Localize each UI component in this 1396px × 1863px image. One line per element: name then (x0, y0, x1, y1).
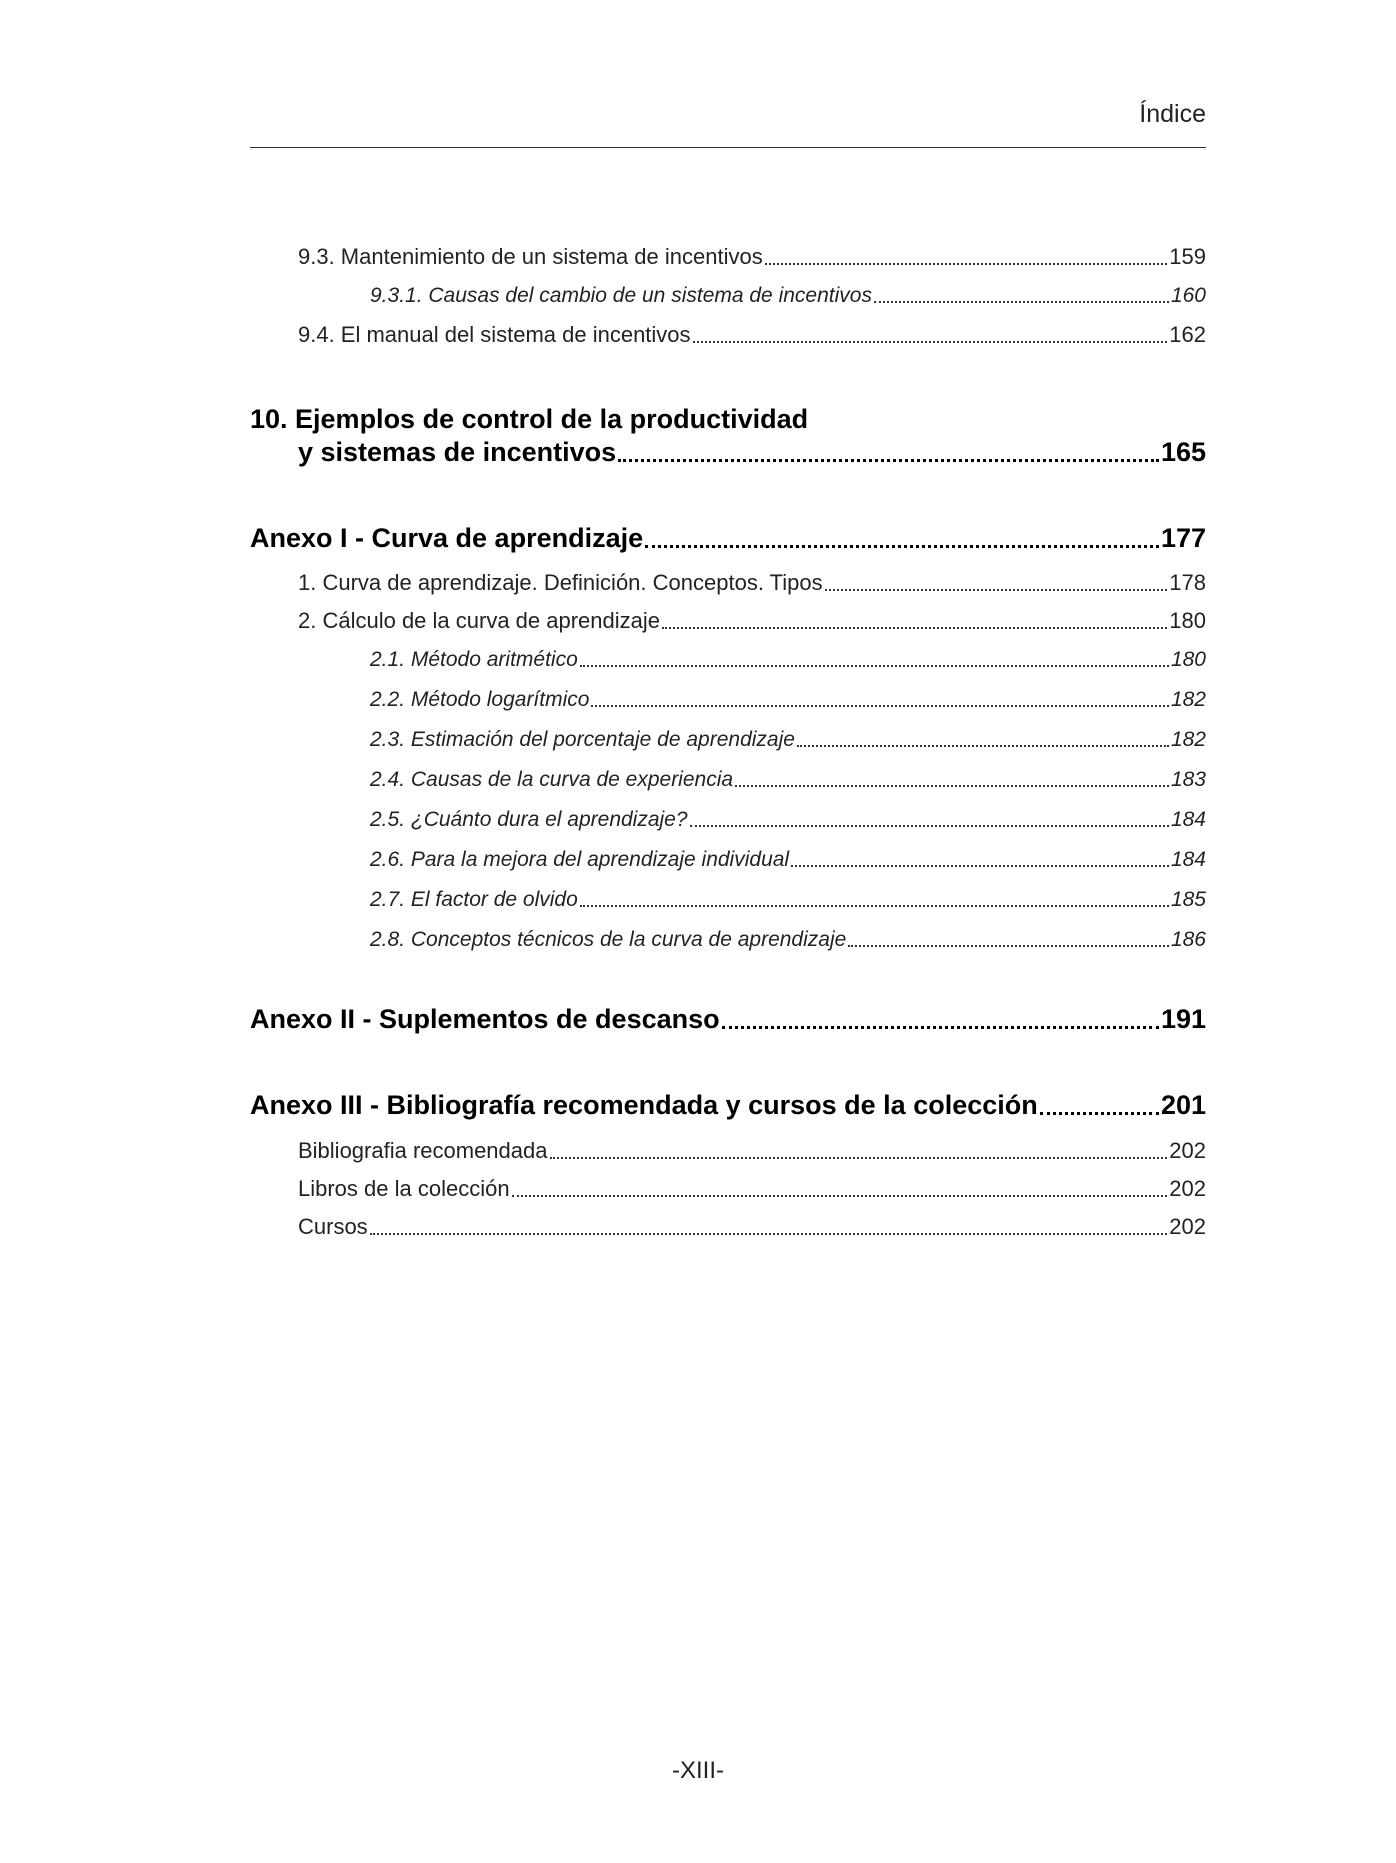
toc-entry-label: 2.1. Método aritmético (370, 648, 578, 671)
dot-leader (591, 705, 1169, 707)
toc-entry-page: 159 (1169, 244, 1206, 269)
toc-entry-9-3-1[interactable] (370, 284, 1206, 308)
dot-leader (512, 1195, 1168, 1197)
toc-entry-anexo1-2-2[interactable] (370, 688, 1206, 712)
dot-leader (580, 905, 1169, 907)
toc-entry-label: Anexo II - Suplementos de descanso (250, 1004, 720, 1034)
toc-entry-page: 185 (1170, 888, 1206, 911)
dot-leader (645, 545, 1159, 548)
toc-entry-label: Cursos (298, 1214, 368, 1239)
toc-entry-label: 2.6. Para la mejora del aprendizaje individual (370, 848, 790, 871)
toc-entry-label: 2.2. Método logarítmico (370, 688, 590, 711)
dot-leader (765, 263, 1168, 265)
chapter-title-line1: 10. Ejemplos de control de la productividad (250, 404, 809, 434)
toc-entry-anexo1-2[interactable] (298, 608, 1206, 634)
toc-entry-page: 201 (1160, 1090, 1206, 1120)
toc-entry-page: 180 (1170, 648, 1206, 671)
toc-entry-label: y sistemas de incentivos (298, 437, 617, 467)
toc-entry-anexo1-2-5[interactable] (370, 808, 1206, 832)
toc-anexo-1[interactable] (250, 523, 1206, 554)
dot-leader (690, 825, 1169, 827)
toc-entry-page: 180 (1169, 608, 1206, 633)
toc-entry-anexo1-2-8[interactable] (370, 928, 1206, 952)
running-header: Índice (1139, 100, 1206, 128)
dot-leader (693, 341, 1168, 343)
dot-leader (735, 785, 1169, 787)
dot-leader (874, 301, 1169, 303)
toc-entry-anexo1-2-7[interactable] (370, 888, 1206, 912)
toc-entry-anexo1-2-3[interactable] (370, 728, 1206, 752)
toc-entry-page: 165 (1160, 437, 1206, 467)
toc-entry-label: Anexo III - Bibliografía recomendada y cursos de la colección (250, 1090, 1038, 1120)
toc-entry-9-3[interactable] (298, 244, 1206, 270)
toc-entry-page: 191 (1160, 1004, 1206, 1034)
toc-entry-9-4[interactable] (298, 322, 1206, 348)
toc-entry-page: 183 (1170, 768, 1206, 791)
toc-entry-page: 182 (1170, 728, 1206, 751)
toc-entry-page: 184 (1170, 808, 1206, 831)
dot-leader (797, 745, 1169, 747)
toc-entry-label: 2.7. El factor de olvido (370, 888, 578, 911)
toc-entry-label: 9.3.1. Causas del cambio de un sistema de incentivos (370, 284, 872, 307)
toc-anexo-3[interactable] (250, 1090, 1206, 1121)
toc-entry-anexo1-1[interactable] (298, 570, 1206, 596)
toc-entry-label: Anexo I - Curva de aprendizaje (250, 523, 644, 553)
toc-entry-label: 2. Cálculo de la curva de aprendizaje (298, 608, 661, 633)
dot-leader (370, 1233, 1168, 1235)
toc-entry-label: 2.5. ¿Cuánto dura el aprendizaje? (370, 808, 688, 831)
toc-chapter-10[interactable] (250, 404, 1206, 468)
dot-leader (722, 1026, 1159, 1029)
dot-leader (618, 459, 1159, 462)
toc-entry-anexo1-2-4[interactable] (370, 768, 1206, 792)
toc-entry-anexo3-3[interactable] (298, 1214, 1206, 1240)
toc-entry-anexo3-1[interactable] (298, 1138, 1206, 1164)
toc-entry-anexo1-2-6[interactable] (370, 848, 1206, 872)
toc-entry-page: 162 (1169, 322, 1206, 347)
toc-entry-anexo3-2[interactable] (298, 1176, 1206, 1202)
chapter-title-line2 (250, 437, 1206, 468)
toc-entry-label: Bibliografia recomendada (298, 1138, 548, 1163)
toc-entry-label: 1. Curva de aprendizaje. Definición. Conceptos. Tipos (298, 570, 823, 595)
toc-anexo-2[interactable] (250, 1004, 1206, 1035)
toc-entry-page: 202 (1169, 1138, 1206, 1163)
header-rule (250, 147, 1206, 148)
dot-leader (550, 1157, 1168, 1159)
toc-entry-anexo1-2-1[interactable] (370, 648, 1206, 672)
toc-entry-label: 2.3. Estimación del porcentaje de aprendizaje (370, 728, 795, 751)
toc-entry-page: 186 (1170, 928, 1206, 951)
page-folio: -XIII- (672, 1757, 724, 1784)
toc-entry-page: 202 (1169, 1214, 1206, 1239)
dot-leader (662, 627, 1167, 629)
toc-entry-page: 160 (1170, 284, 1206, 307)
toc-entry-label: 2.8. Conceptos técnicos de la curva de aprendizaje (370, 928, 847, 951)
toc-entry-page: 177 (1160, 523, 1206, 553)
dot-leader (825, 589, 1168, 591)
dot-leader (791, 865, 1169, 867)
dot-leader (580, 665, 1169, 667)
toc-entry-label: 2.4. Causas de la curva de experiencia (370, 768, 734, 791)
toc-entry-label: 9.3. Mantenimiento de un sistema de incentivos (298, 244, 763, 269)
toc-entry-page: 178 (1169, 570, 1206, 595)
toc-entry-page: 184 (1170, 848, 1206, 871)
toc-entry-page: 202 (1169, 1176, 1206, 1201)
dot-leader (848, 945, 1169, 947)
toc-entry-label: Libros de la colección (298, 1176, 510, 1201)
toc-entry-page: 182 (1170, 688, 1206, 711)
toc-entry-label: 9.4. El manual del sistema de incentivos (298, 322, 691, 347)
dot-leader (1040, 1112, 1159, 1115)
